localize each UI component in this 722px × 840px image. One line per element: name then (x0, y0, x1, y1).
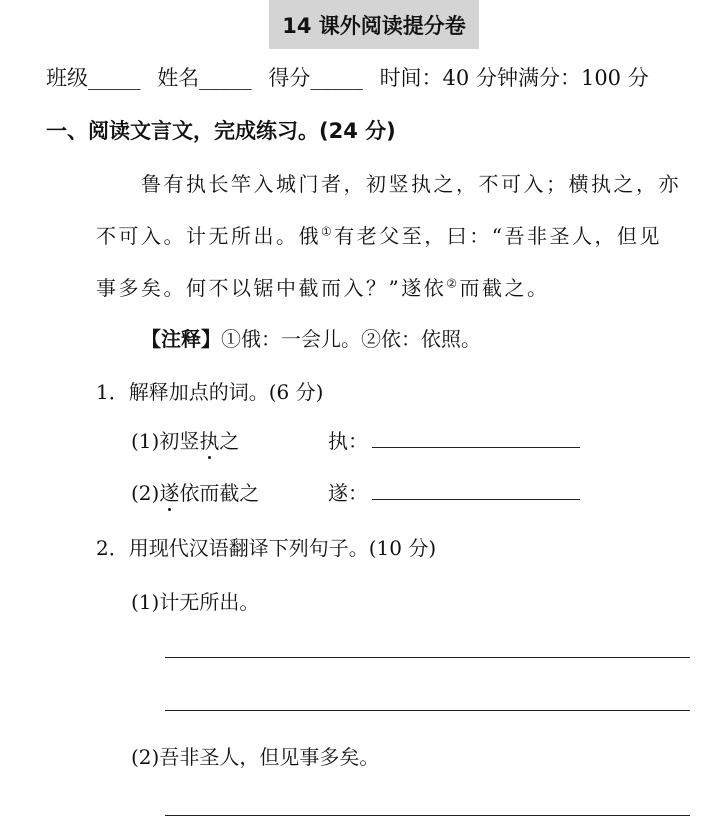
name-field-label: 姓名_____ (157, 66, 252, 90)
note-label: 【注释】 (141, 327, 221, 351)
footnote-marker-1: ① (321, 224, 335, 239)
item-text: 依而截之 (179, 481, 260, 505)
item-text: 之 (219, 429, 240, 453)
question-1-item-2 (131, 477, 259, 506)
note-text: ①俄：一会儿。②依：依照。 (221, 327, 481, 351)
dotted-character: 遂 (159, 481, 180, 505)
answer-blank-1[interactable] (372, 447, 580, 448)
page-title: 14 课外阅读提分卷 (269, 0, 479, 49)
score-field-label: 得分_____ (268, 66, 363, 90)
passage-text: 不可入。计无所出。俄 (96, 224, 321, 248)
question-2-item-2: (2)吾非圣人，但见事多矣。 (131, 745, 380, 769)
answer-line[interactable] (165, 657, 690, 658)
passage-line-2 (96, 220, 662, 249)
passage-text: 而截之。 (459, 276, 550, 300)
answer-blank-2[interactable] (372, 499, 580, 500)
item-text: (1)初竖 (131, 429, 200, 453)
time-score-label: 时间：40 分钟满分：100 分 (379, 66, 649, 90)
annotation-note (141, 323, 481, 352)
question-1-stem: 1．解释加点的词。(6 分) (96, 380, 324, 404)
footnote-marker-2: ② (446, 276, 460, 291)
question-2-stem: 2．用现代汉语翻译下列句子。(10 分) (96, 536, 437, 560)
question-2-item-1: (1)计无所出。 (131, 590, 260, 614)
question-1-item-1 (131, 425, 239, 454)
dotted-character: 执 (199, 429, 220, 453)
answer-line[interactable] (165, 710, 690, 711)
section-heading: 一、阅读文言文，完成练习。(24 分) (46, 119, 396, 143)
answer-label-1: 执： (328, 429, 368, 453)
item-text: (2) (131, 481, 160, 505)
passage-text: 有老父至，曰：“吾非圣人，但见 (334, 224, 662, 248)
passage-text: 事多矣。何不以锯中截而入？”遂依 (96, 276, 447, 300)
answer-line[interactable] (165, 815, 690, 816)
answer-label-2: 遂： (328, 481, 368, 505)
student-info-row (46, 62, 659, 92)
passage-line-3 (96, 272, 550, 301)
class-field-label: 班级_____ (46, 66, 141, 90)
passage-line-1: 鲁有执长竿入城门者，初竖执之，不可入；横执之，亦 (141, 172, 681, 196)
